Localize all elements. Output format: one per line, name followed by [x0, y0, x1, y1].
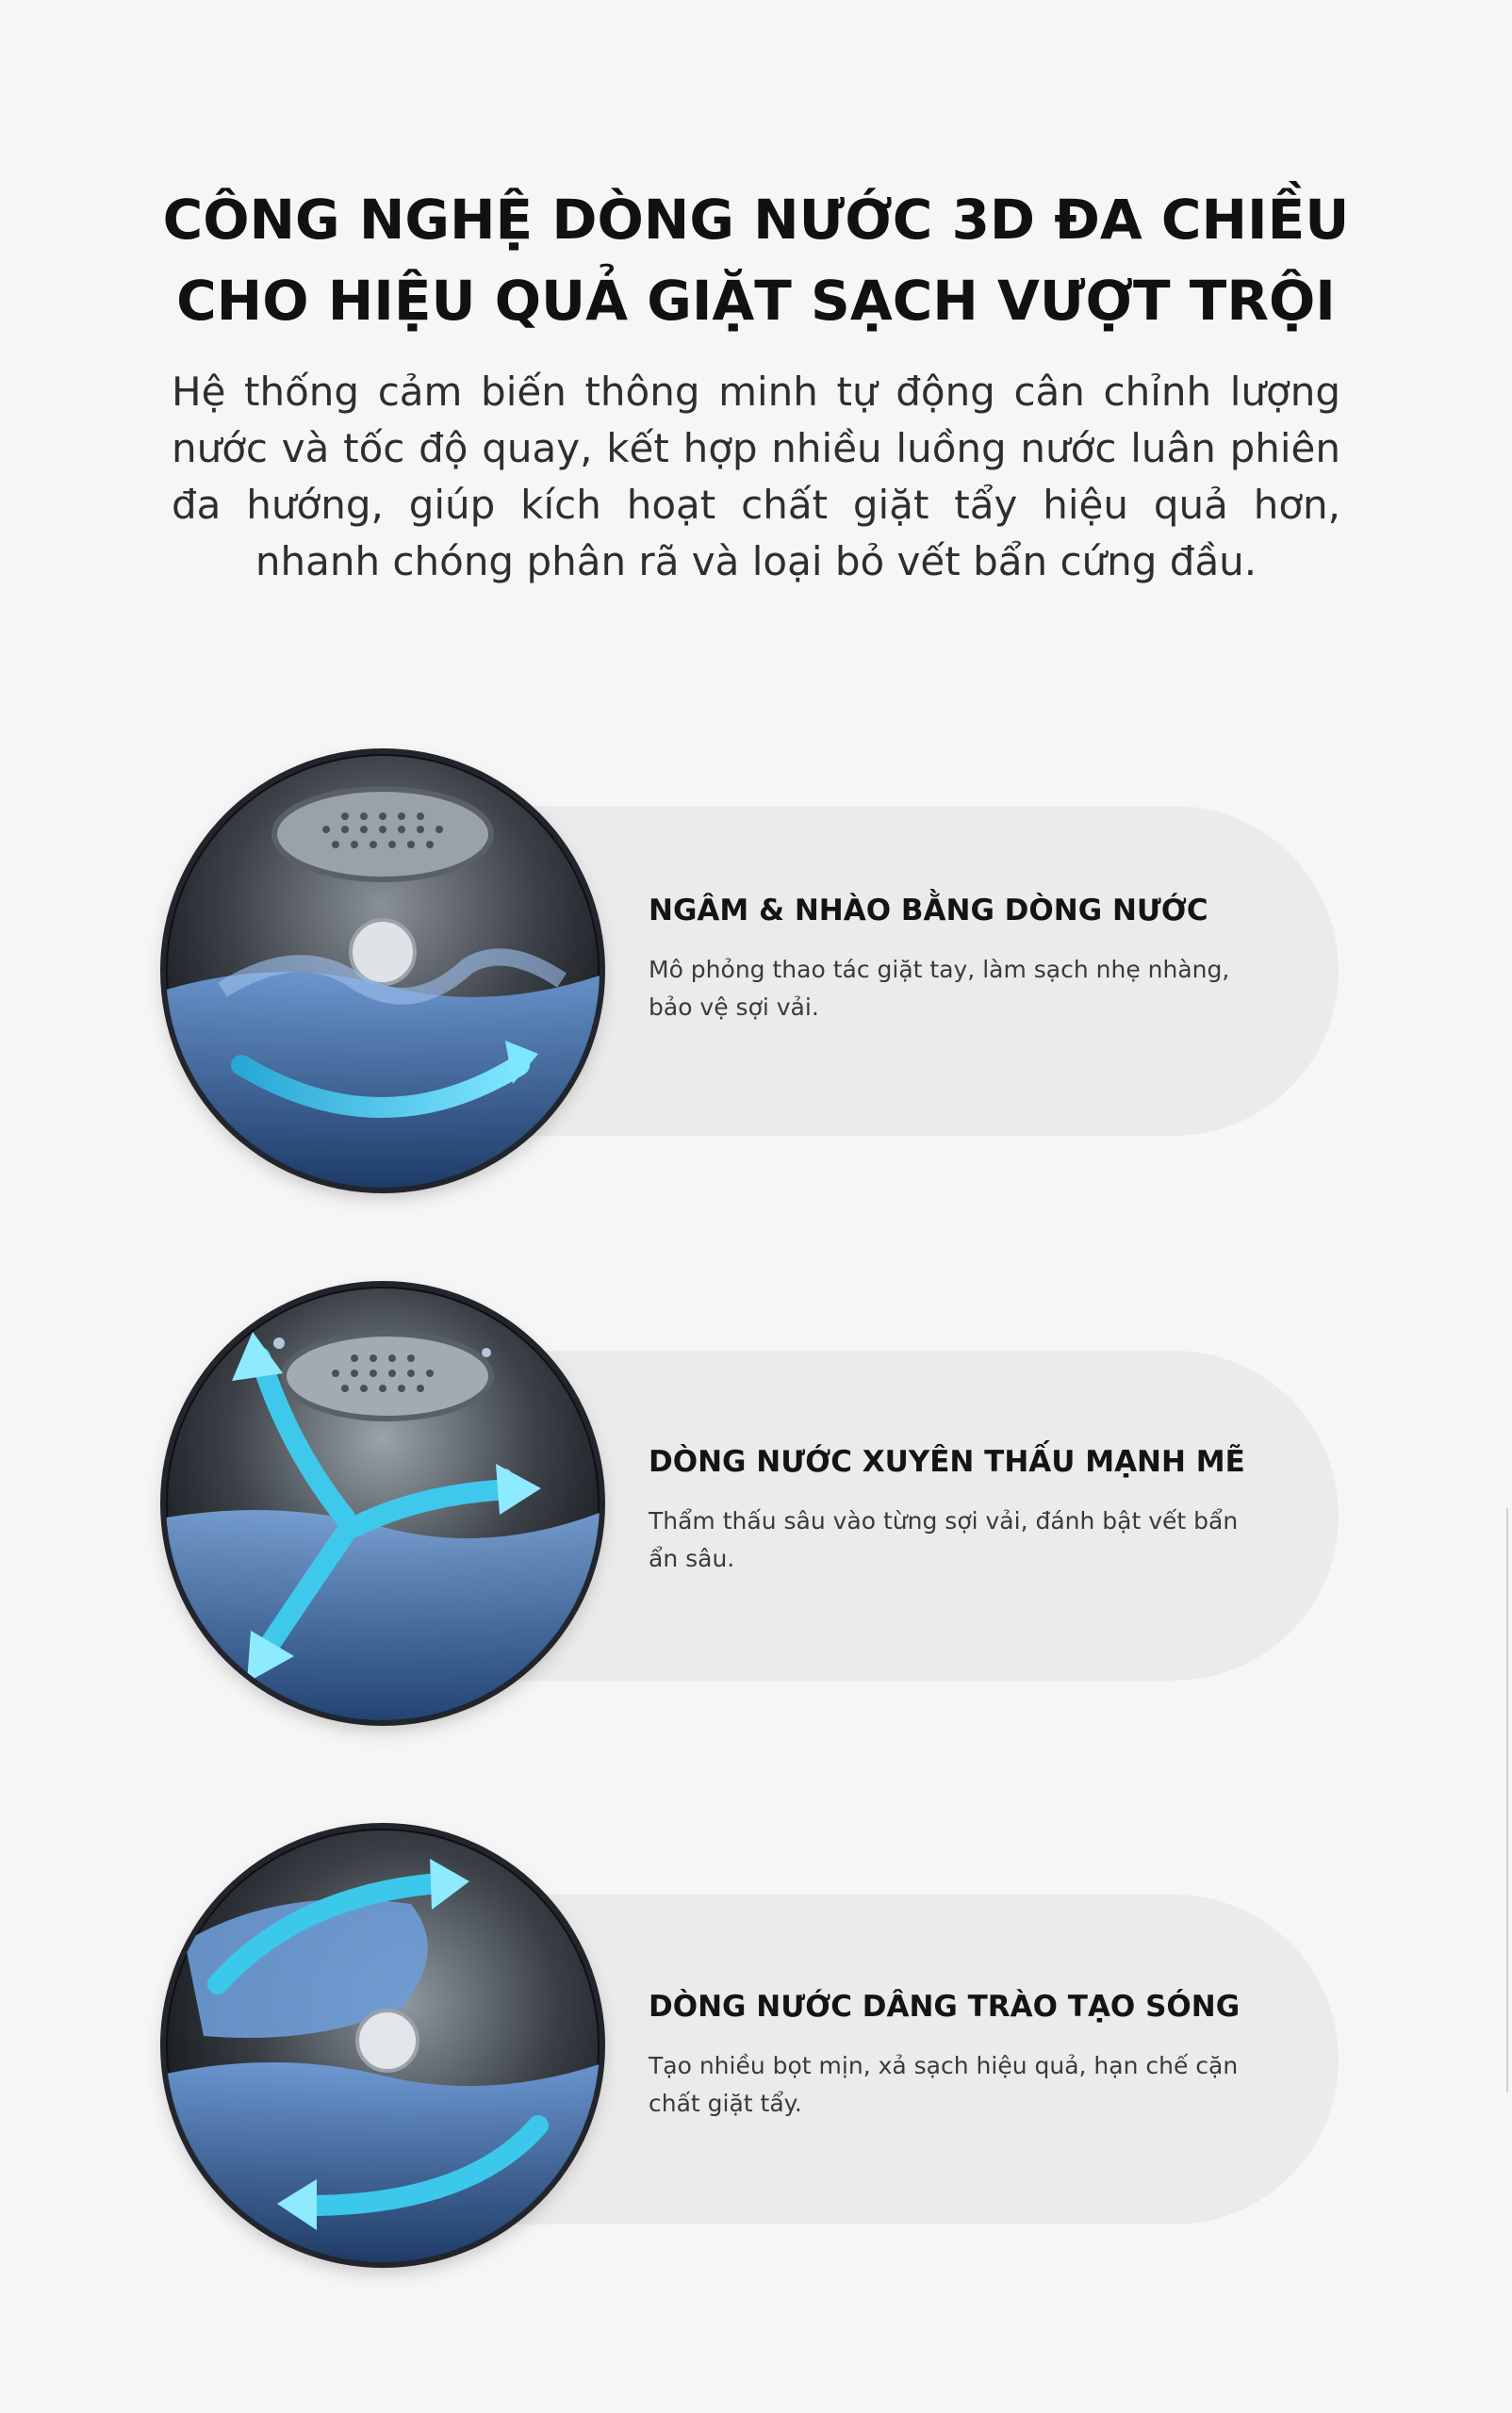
page-header — [141, 179, 1371, 590]
feature-description: Thẩm thấu sâu vào từng sợi vải, đánh bật vết bẩn ẩn sâu. — [649, 1507, 1239, 1572]
feature-title: NGÂM & NHÀO BẰNG DÒNG NƯỚC — [649, 894, 1208, 927]
page-title — [141, 179, 1371, 341]
drum-illustration — [166, 1287, 600, 1720]
feature-card-wave-flow — [0, 1829, 1512, 2262]
feature-text — [649, 1987, 1242, 2123]
drum-wave-arrows-icon — [166, 1829, 600, 2262]
page-title-line1: CÔNG NGHỆ DÒNG NƯỚC 3D ĐA CHIỀU — [162, 188, 1350, 252]
feature-text — [649, 1442, 1245, 1578]
feature-description: Tạo nhiều bọt mịn, xả sạch hiệu quả, hạn chế cặn chất giặt tẩy. — [649, 2052, 1239, 2117]
feature-title: DÒNG NƯỚC XUYÊN THẤU MẠNH MẼ — [649, 1445, 1245, 1479]
feature-card-penetrating-flow — [0, 1287, 1512, 1720]
page-description: Hệ thống cảm biến thông minh tự động cân chỉnh lượng nước và tốc độ quay, kết hợp nhiều luồng nước luân phiên đa hướng, giúp kích hoạt chất giặt tẩy hiệu quả hơn, nhanh chóng phân rã và loại bỏ vết bẩn cứng đầu. — [172, 369, 1340, 584]
feature-card-soak-knead — [0, 754, 1512, 1188]
drum-illustration — [166, 754, 600, 1188]
drum-three-way-arrows-icon — [166, 1287, 600, 1720]
drum-illustration — [166, 1829, 600, 2262]
feature-text — [649, 891, 1242, 1026]
feature-title: DÒNG NƯỚC DÂNG TRÀO TẠO SÓNG — [649, 1990, 1241, 2024]
feature-description: Mô phỏng thao tác giặt tay, làm sạch nhẹ nhàng, bảo vệ sợi vải. — [649, 956, 1230, 1021]
page-title-line2: CHO HIỆU QUẢ GIẶT SẠCH VƯỢT TRỘI — [176, 269, 1336, 333]
drum-swirl-arrow-icon — [166, 754, 600, 1188]
page-edge-divider — [1506, 1508, 1508, 2093]
